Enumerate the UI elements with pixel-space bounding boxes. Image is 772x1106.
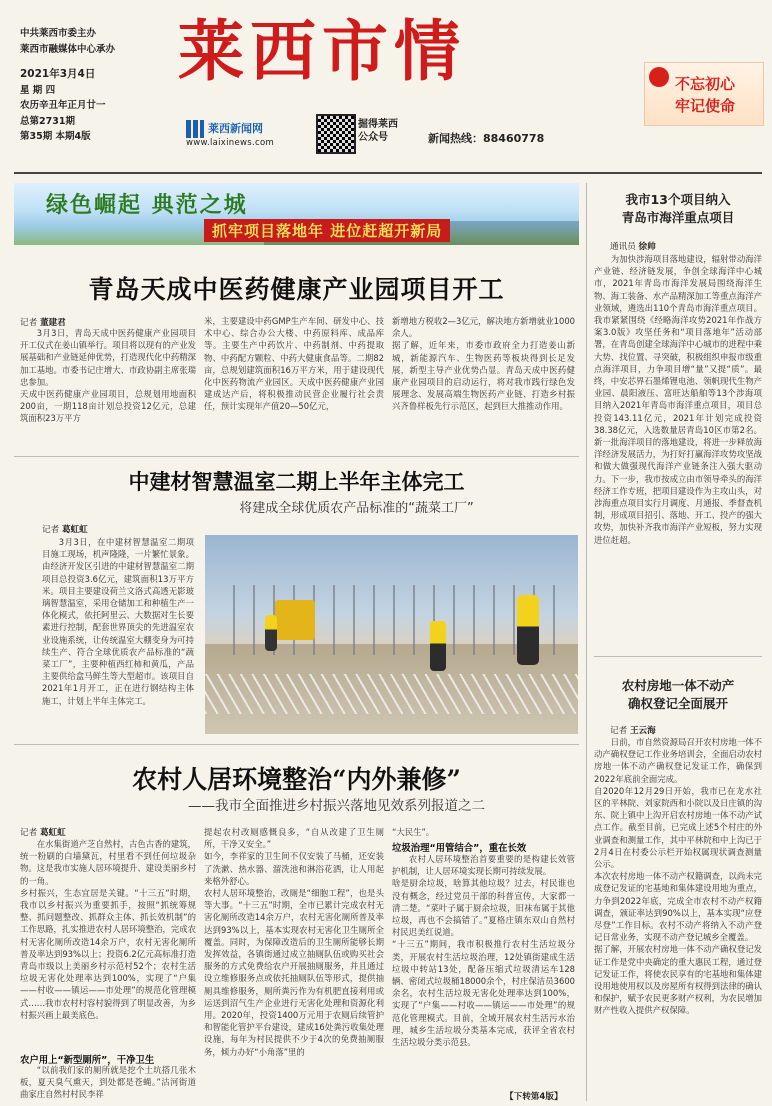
article1-col2-text: 米，主要建设中药GMP生产车间、研发中心、技术中心、综合办公大楼、中药原料库、成品库等。主要生产中药饮片、中药制剂、中药提取物、中药配方颗粒、中药大健康食品等。二期82亩，总规划建筑面积16万平方米，用于建设现代化中医药物流产业园区。天成中医药健康产业园建成达产后，将积极推动民营企业履行社会责任，预计实现年产值20—50亿元， (204, 316, 384, 412)
article2-body-text: 3月3日，在中建材智慧温室二期项目施工现场，机声隆隆，一片繁忙景象。由经济开发区引进的中建材智慧温室二期项目总投资3.6亿元，建筑面积13万平方米。项目主要建设荷兰文洛式高透无影玻璃智慧温室，采用仓储加工和种植生产一体化模式，依托阿里云、大数据对生长要素进行控制，配套世界顶尖的先进温室农业设施系统，让传统温室大棚变身为可持续生产、符合全球优质农产品标准的“蔬菜工厂”，主要种植西红柿和黄瓜，产品主要供给盒马鲜生等大型超市。该项目自2021年1月开工，正在进行钢结构主体施工，计划上半年主体完工。 (42, 537, 194, 706)
article3-col2 (204, 826, 384, 1102)
article3-col2-text: 提起农村改厕感慨良多，“自从改建了卫生厕所，干净又安全。” 如今，李祥家的卫生间不仅安装了马桶，还安装了洗漱、热水器、溜洗池和淋浴花洒，让人用起来格外舒心。 农村人居环境整治，改厕是“细胞工程”，也是头等大事。“十三五”时期，全市已累计完成农村无害化厕所改造14余万户，农村无害化厕所普及率达到93%以上，基本实现农村无害化卫生厕所全覆盖。同时，为保障改造后的卫生厕所能够长期发挥效益，各镇街通过成立抽厕队伍或购买社会服务的方式免费给农户开展抽厕服务，并且通过设立维修服务点或依托抽厕队伍等形式，提供抽厕具维修服务，厕所粪污作为有机肥直接利用或运送到沼气生产企业进行无害化处理和资源化利用。2020年，投资1400万元用于农厕后续管护和智能化管护平台建设，建成16处粪污收集处理设施，每年为村民提供不少于4次的免费抽厕服务，倾力办好“小角落”里的 (204, 827, 384, 1057)
sidebar1-reporter-label: 通讯员 (610, 242, 636, 252)
article3-col3 (392, 853, 575, 1089)
issue-total: 总第2731期 (20, 115, 75, 127)
rule-1 (14, 456, 579, 457)
qr-caption-line-2: 公众号 (358, 132, 388, 143)
masthead-info (20, 26, 150, 145)
article3-col1-tail-text: “以前我们家的厕所就是挖个土坑搭几张木板，夏天臭气熏天，到处都是苍蝇。”沽河街道曲家庄自然村村民李祥 (20, 1065, 196, 1100)
sidebar1-byline (610, 240, 656, 252)
banner-title: 绿色崛起 典范之城 (46, 192, 248, 218)
qr-code (316, 114, 356, 154)
sidebar2-body-text: 日前，市自然资源局召开农村房地一体不动产确权登记工作业务培训会，全面启动农村房地一体不动产确权登记发证工作，确保到2022年底前全面完成。 自2020年12月29日开始，我市已在龙水社区的平林院、刘家院西和小院以及日庄镇的沟东、院上镇中上沟开启农村房地一体不动产试点工作。截至目前，已完成上述5个村庄的外业调查和测量工作，其中平林院和中上沟已于2月4日在村委公示栏开始权属现状调查测量公示。 本次农村房地一体不动产权籍调查，以尚未完成登记发证的宅基地和集体建设用地为重点，力争到2022年底，完成全市农村不动产权籍调查，颁证率达到90%以上，基本实现“应登尽登”工作目标。农村不动产将纳入不动产登记日常业务，实现不动产登记城乡全覆盖。 据了解，开展农村房地一体不动产确权登记发证工作是党中央确定的重大惠民工程，通过登记发证工作，将使农民享有的宅基地和集体建设用地使用权以及房屋所有权得到法律的确认和保护，赋予农民更多财产权利，为农民增加财产性收入提供产权保障。 (594, 737, 762, 1016)
article3-col3-text: 农村人居环境整治首要重要的是构建长效管护机制，让人居环境实现长期可持续发展。 啥是厨余垃圾，啥算其他垃圾？过去，村民谁也没有概念，经过党员干部的科普宣传，大家都一清二楚。“菜叶子属于厨余垃圾，旧袜布属于其他垃圾，再也不会搞错了。”夏格庄镇东双山自然村村民迟美红说道。 “十三五”期间，我市积极推行农村生活垃圾分类，开展农村生活垃圾治理，12处镇街建成生活垃圾中转站13处，配备压缩式垃圾清运车128辆、密闭式垃圾桶18000余个，村庄保洁员3600余名，农村生活垃圾无害化处理率达到100%，实现了“户集——村收——镇运——市处理”的规范化管理模式。目前，全域开展农村生活污水治理，城乡生活垃圾分类基本完成，获评全省农村生活垃圾分类示范县。 (392, 854, 575, 1048)
article2-subheadline: 将建成全球优质农产品标准的“蔬菜工厂” (239, 501, 474, 516)
continue-note: 【下转第4版】 (505, 1092, 563, 1102)
article3-headline: 农村人居环境整治“内外兼修” (132, 765, 461, 794)
sidebar1-reporter: 徐帅 (638, 242, 656, 252)
photo-worker-2 (430, 621, 446, 671)
theme-banner (14, 183, 579, 245)
article2-byline (42, 523, 88, 535)
hotline-number: 88460778 (483, 132, 545, 145)
issue-info: 第35期 本期4版 (20, 131, 91, 142)
article3-col1 (20, 838, 196, 1048)
photo-worker-1 (265, 615, 277, 651)
weekday: 星 期 四 (20, 84, 56, 96)
main-sidebar-rule (586, 183, 587, 1101)
sidebar2-reporter-label: 记者 (610, 726, 628, 736)
lunar-date: 农历辛丑年正月廿一 (20, 100, 106, 111)
article2-body (42, 536, 194, 736)
article1-col1 (20, 327, 196, 449)
org-line-2: 莱西市融媒体中心承办 (20, 43, 116, 55)
slogan-line-2: 牢记使命 (674, 97, 735, 115)
article3-byline (20, 826, 66, 838)
article1-col3 (392, 315, 575, 449)
rule-2 (14, 744, 579, 745)
slogan-badge (644, 62, 764, 126)
sidebar2-headline-line-2: 确权登记全面展开 (627, 696, 728, 711)
article3-col3-subhead: 垃圾治理“用管结合”，重在长效 (392, 843, 527, 854)
site-logo[interactable] (186, 118, 306, 148)
org-line-1: 中共莱西市委主办 (20, 28, 97, 39)
article3-col1-text: 在水集街道产芝自然村，古色古香的建筑，统一粉刷的白墙黛瓦，村里看不到任何垃圾杂物。这是我市实施人居环境提升、建设美丽乡村的一角。 乡村振兴，生态宜居是关键。“十三五”时期，我市以乡村振兴为重要抓手，按照“抓统筹规整、抓问题整改、抓群众主体、抓长效机制”的工作思路，扎实推进农村人居环境整治，完成农村无害化厕所改造14余万户，农村无害化厕所普及率达到93%以上；投资6.2亿元高标准打造青岛市级以上美丽乡村示范村52个；农村生活垃圾无害化处理率达到100%，实现了“户集——村收——镇运——市处理”的规范化管理模式……我市农村村容村貌得到了明显改善，为乡村振兴画上最美底色。 (20, 839, 196, 1020)
hotline (428, 130, 544, 146)
photo-worker-3 (517, 595, 539, 665)
masthead-rule (14, 172, 762, 174)
article3-col3-head (392, 826, 575, 839)
article3-reporter-label: 记者 (20, 828, 38, 838)
qr-caption-line-1: 掘得莱西 (358, 119, 398, 130)
slogan-line-1: 不忘初心 (674, 75, 735, 93)
article1-reporter: 董建君 (39, 318, 66, 328)
photo-truss (205, 674, 578, 714)
article3-reporter: 葛虹虹 (39, 828, 66, 838)
sidebar1-body-text: 为加快涉海项目落地建设，辐射带动海洋产业链、经济链发展，争创全球海洋中心城市，2021年青岛市海洋发展局围绕海洋生物、海工装备、水产品精深加工等重点海洋产业领域，遴选出110个青岛市海洋重点项目。我市紧紧围绕《经略海洋攻势2021年作战方案3.0版》攻坚任务和“项目落地年”活动部署，在青岛创建全球海洋中心城市的进程中乘大势、找位置、寻突破，积极组织申报市级重点海洋项目，力争项目增“量”又提“质”。最终，中安芯界石墨烯锂电池、领帆现代生物产业园、晨阳液压、富旺达船舶等13个涉海项目纳入2021年青岛市海洋重点项目，项目总投资143.11亿元，2021年计划完成投资38.38亿元，入选数量居青岛10区市第2名。新一批海洋项目的落地建设，将进一步释放海洋经济发展活力，为打好打赢海洋攻势攻坚战和做大做强现代海洋产业链条注入强大驱动力。下一步，我市按成立由市领导牵头的海洋经济工作专班，把项目建设作为主攻山头，对涉海重点项目实行月调度、月通报、季督查机制，形成项目招引、落地、开工、投产的强大攻势，加快补齐我市海洋产业短板，努力实现进位赶超。 (594, 254, 762, 545)
construction-photo (205, 535, 578, 734)
article1-headline: 青岛天成中医药健康产业园项目开工 (88, 275, 505, 304)
sidebar2-headline (594, 676, 762, 712)
article3-subheadline: ——我市全面推进乡村振兴落地见效系列报道之二 (188, 798, 485, 814)
site-url: www.laixinews.com (186, 138, 275, 148)
sidebar1-headline-line-1: 我市13个项目纳入 (625, 192, 731, 207)
photo-forklift (275, 600, 315, 640)
sidebar-rule (594, 656, 762, 657)
issue-date: 2021年3月4日 (20, 68, 96, 80)
sidebar2-body (594, 736, 762, 1102)
sidebar2-byline (610, 724, 656, 736)
newspaper-logo: 莱西市情 (178, 12, 466, 90)
sidebar2-headline-line-1: 农村房地一体不动产 (621, 678, 735, 693)
article1-col3-text: 新增地方税收2—3亿元，解决地方新增就业1000余人。 据了解，近年来，市委市政府全力打造姜山新城，新能源汽车、生物医药等板块得到长足发展，新型主导产业优势凸显。青岛天成中医药健康产业园项目的启动运行，将对我市践行绿色发展理念、发展高端生物医药产业链、打造乡村振兴齐鲁样板先行示范区，起到巨大推推动作用。 (392, 316, 575, 412)
article1-col1-text: 3月3日，青岛天成中医药健康产业园项目开工仪式在姜山镇举行。项目将以现有的产业发展基础和产业链延伸优势，打造现代化中药精深加工基地。市委书记庄增大、市政协副主席张瑞忠参加。 天成中医药健康产业园项目，总规划用地面积200亩，一期118亩计划总投资12亿元，总建筑面积23万平方 (20, 328, 196, 424)
hotline-label: 新闻热线： (428, 132, 483, 145)
banner-subtitle: 抓牢项目落地年 进位赶超开新局 (204, 219, 450, 242)
article3-col1-tail (20, 1064, 196, 1102)
article2-reporter-label: 记者 (42, 525, 60, 535)
article2-headline: 中建材智慧温室二期上半年主体完工 (128, 469, 465, 494)
article3-col3-head-text: “大民生”。 (392, 827, 435, 837)
article2-reporter: 葛虹虹 (61, 525, 88, 535)
sidebar1-headline (594, 190, 762, 226)
article1-reporter-label: 记者 (20, 318, 38, 328)
sidebar1-body (594, 253, 762, 643)
sidebar1-headline-line-2: 青岛市海洋重点项目 (621, 210, 735, 225)
site-logo-icon (186, 120, 204, 138)
article3-col1-subhead: 农户用上“新型厕所”，干净卫生 (20, 1055, 155, 1066)
article1-col2 (204, 315, 384, 449)
qr-caption (358, 118, 398, 144)
site-name: 莱西新闻网 (208, 122, 263, 135)
sidebar2-reporter: 王云海 (629, 726, 656, 736)
